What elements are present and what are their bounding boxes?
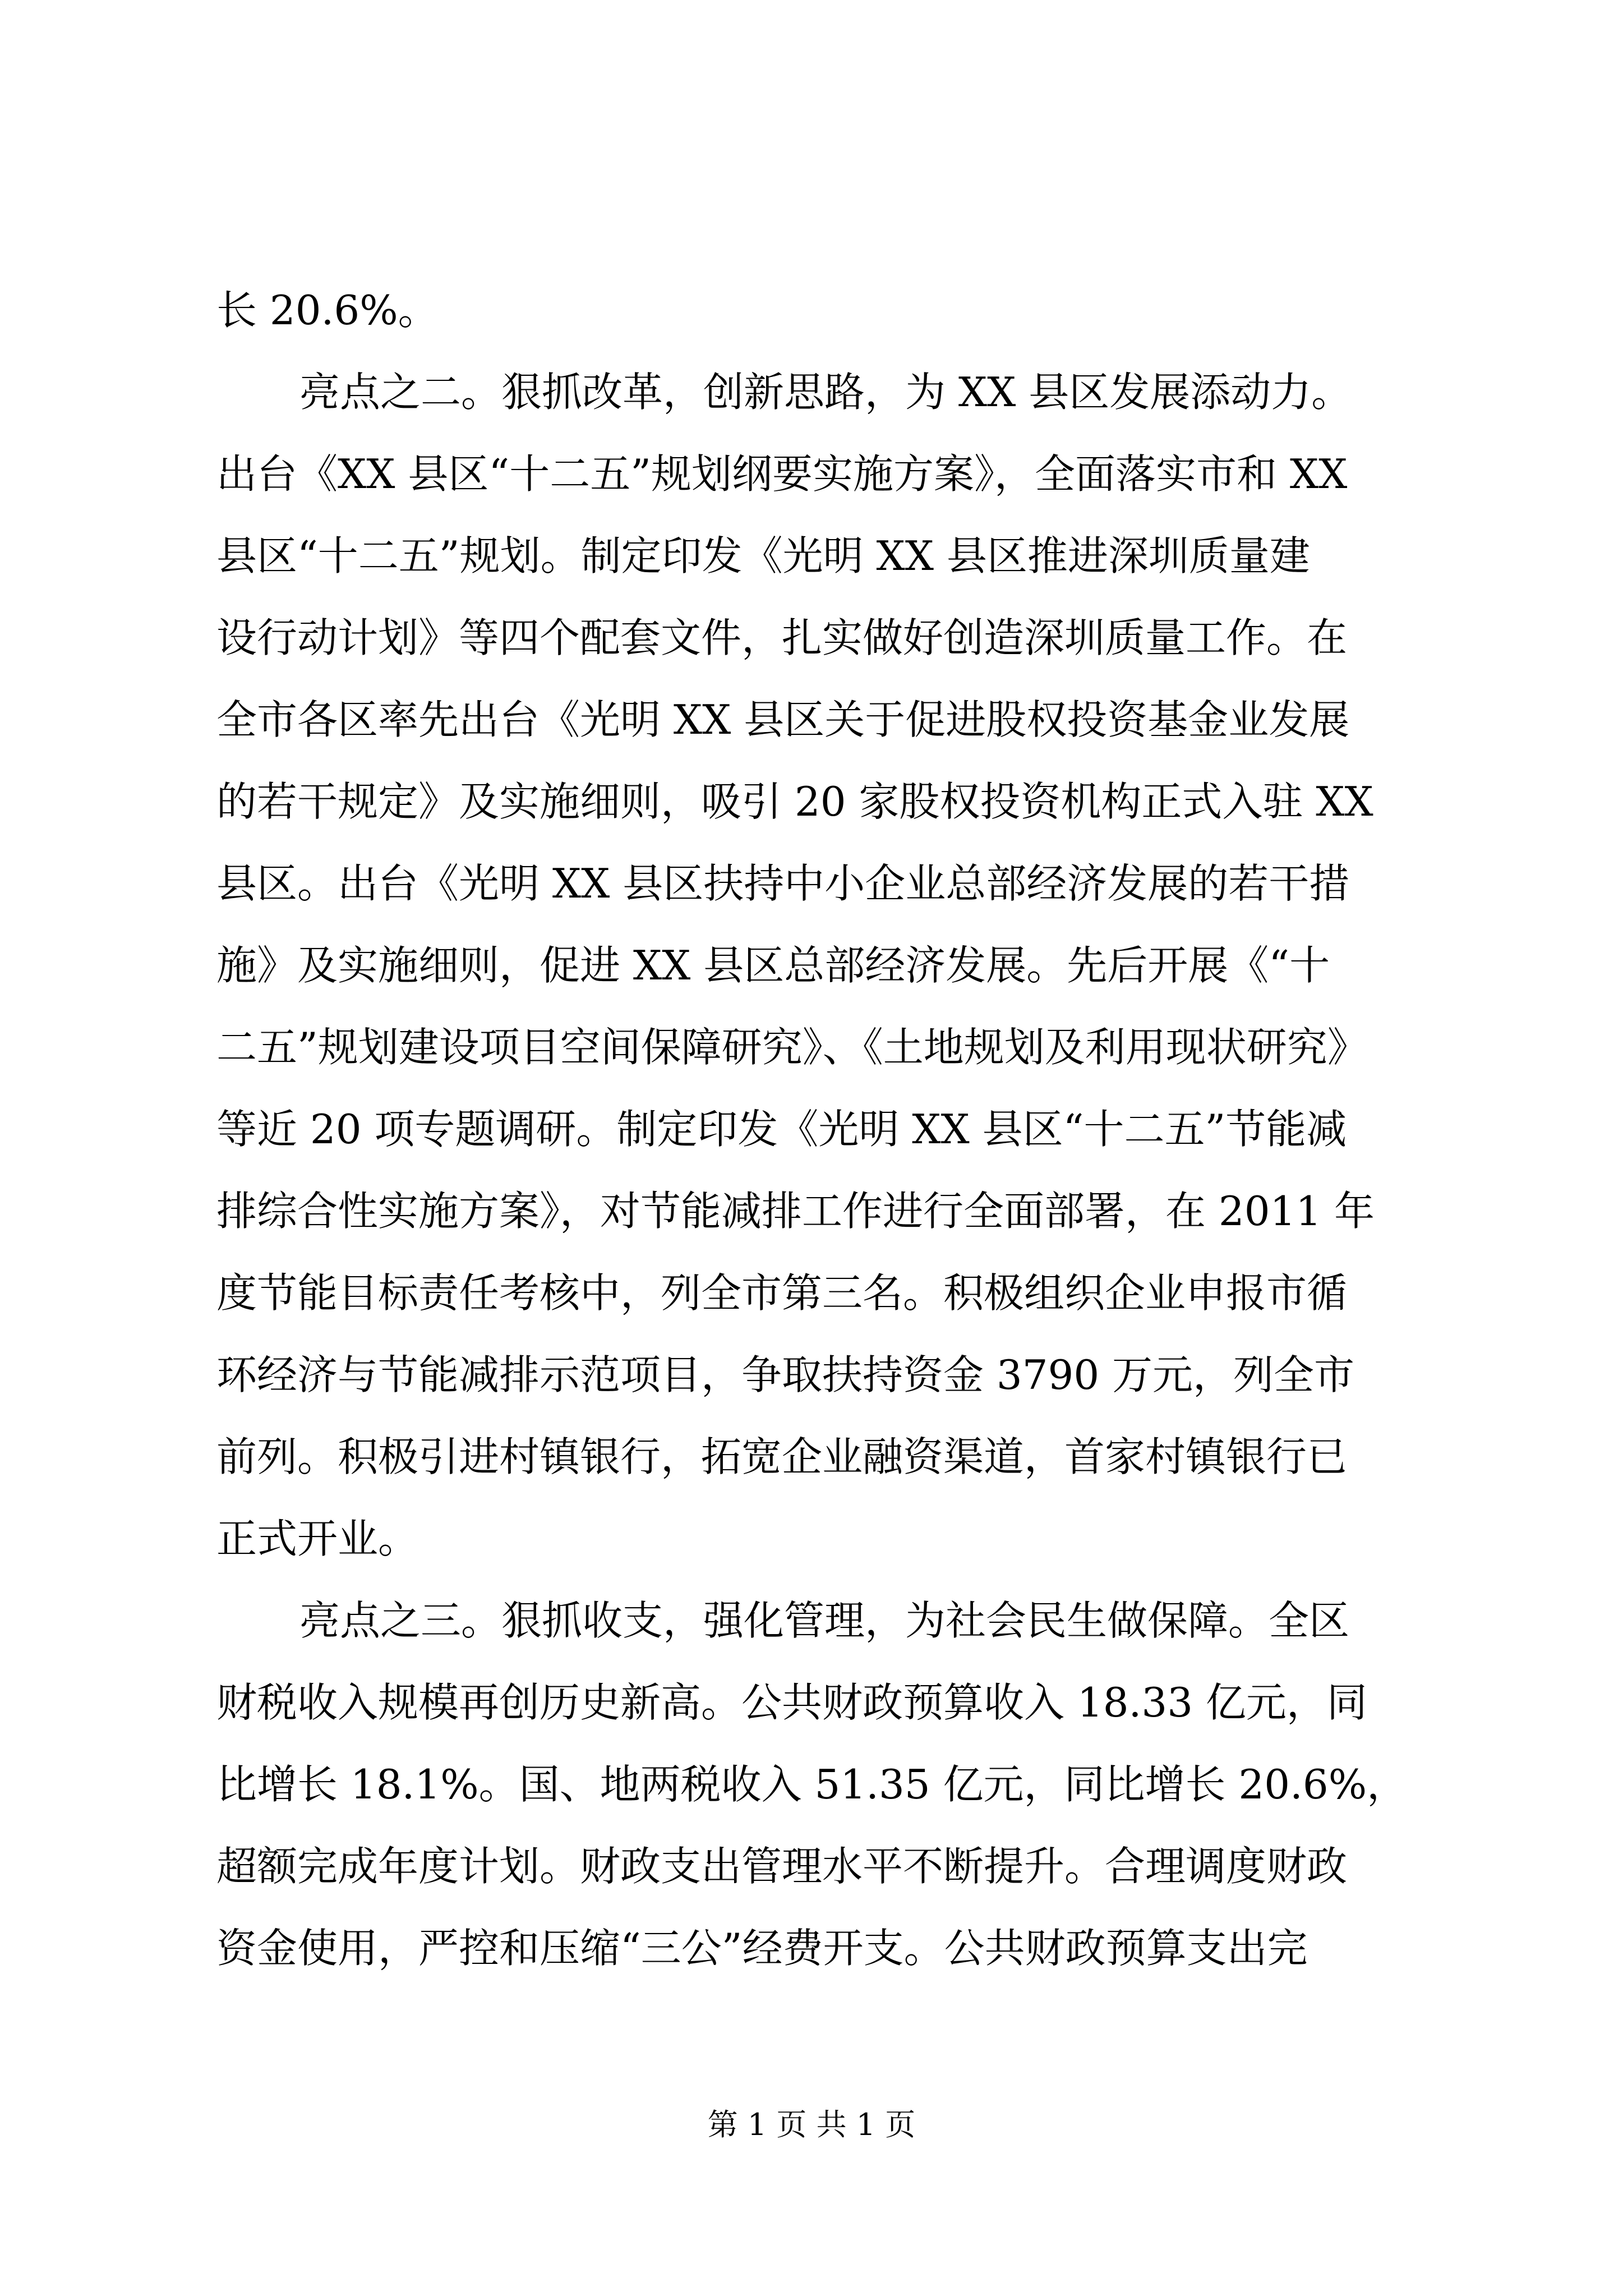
text-line: 设行动计划》等四个配套文件，扎实做好创造深圳质量工作。在 — [216, 614, 1348, 661]
page-footer: 第 1 页 共 1 页 — [707, 2107, 916, 2142]
text-line: 前列。积极引进村镇银行，拓宽企业融资渠道，首家村镇银行已 — [216, 1433, 1348, 1480]
text-line: 县区。出台《光明 XX 县区扶持中小企业总部经济发展的若干措 — [216, 860, 1350, 907]
text-line: 施》及实施细则，促进 XX 县区总部经济发展。先后开展《“十 — [216, 942, 1330, 989]
text-line: 排综合性实施方案》，对节能减排工作进行全面部署，在 2011 年 — [216, 1188, 1375, 1235]
text-line: 全市各区率先出台《光明 XX 县区关于促进股权投资基金业发展 — [216, 696, 1350, 743]
text-line: 等近 20 项专题调研。制定印发《光明 XX 县区“十二五”节能减 — [216, 1106, 1347, 1153]
paragraph-start-line: 亮点之二。狠抓改革，创新思路，为 XX 县区发展添动力。 — [299, 369, 1352, 416]
text-line: 正式开业。 — [216, 1515, 419, 1562]
text-line: 财税收入规模再创历史新高。公共财政预算收入 18.33 亿元，同 — [216, 1679, 1367, 1726]
text-line: 度节能目标责任考核中，列全市第三名。积极组织企业申报市循 — [216, 1269, 1348, 1317]
text-line: 县区“十二五”规划。制定印发《光明 XX 县区推进深圳质量建 — [216, 532, 1310, 579]
text-line: 比增长 18.1%。国、地两税收入 51.35 亿元，同比增长 20.6%， — [216, 1761, 1408, 1808]
text-line: 环经济与节能减排示范项目，争取扶持资金 3790 万元，列全市 — [216, 1351, 1355, 1398]
text-line: 的若干规定》及实施细则，吸引 20 家股权投资机构正式入驻 XX — [216, 778, 1373, 825]
text-line: 资金使用，严控和压缩“三公”经费开支。公共财政预算支出完 — [216, 1925, 1308, 1972]
text-line: 长 20.6%。 — [216, 287, 439, 334]
text-line: 出台《XX 县区“十二五”规划纲要实施方案》，全面落实市和 XX — [216, 450, 1348, 498]
text-line: 超额完成年度计划。财政支出管理水平不断提升。合理调度财政 — [216, 1843, 1348, 1890]
text-line: 二五”规划建设项目空间保障研究》、《土地规划及利用现状研究》 — [216, 1024, 1368, 1071]
paragraph-start-line: 亮点之三。狠抓收支，强化管理，为社会民生做保障。全区 — [299, 1597, 1350, 1644]
document-body — [216, 269, 1428, 1989]
